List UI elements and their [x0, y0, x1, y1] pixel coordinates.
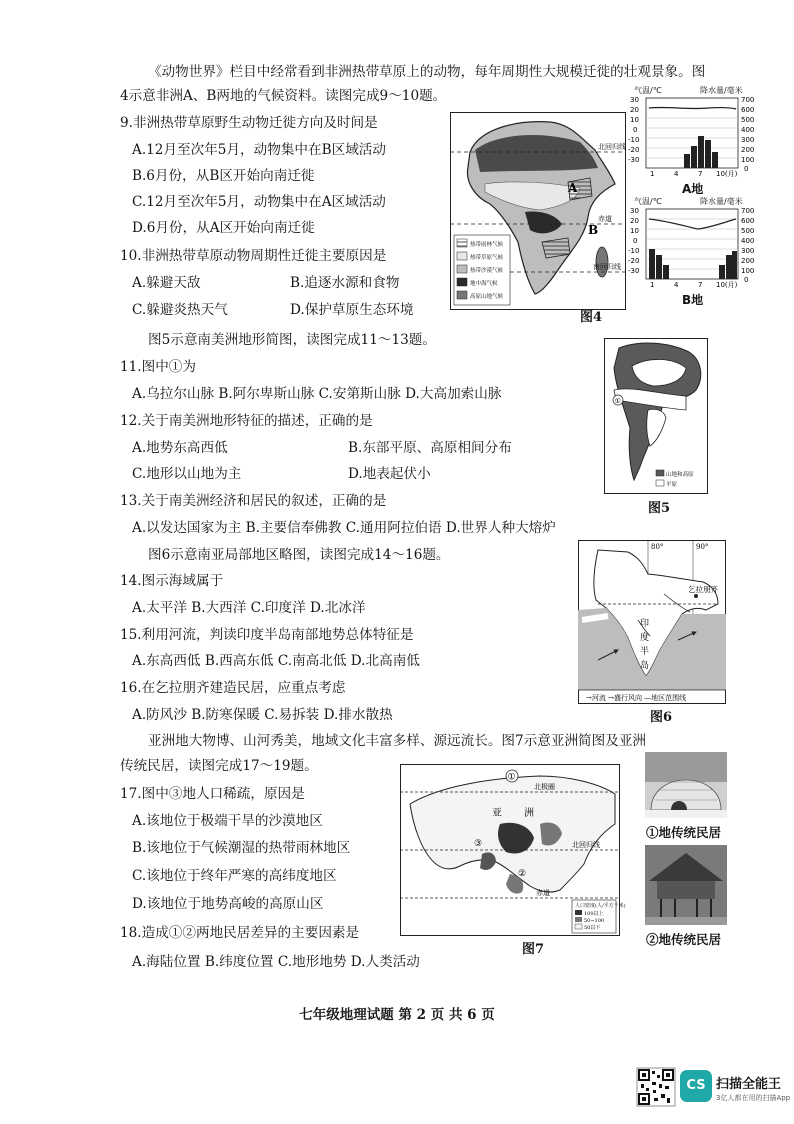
fig7-arctic: 北极圈	[534, 783, 555, 791]
fig4-legend-4: 地中海气候	[470, 281, 498, 287]
svg-text:600: 600	[741, 217, 755, 225]
intro-text-1b: 4示意非洲A、B两地的气候资料。读图完成9～10题。	[120, 88, 447, 104]
q12-option-a: A.地势东高西低	[132, 440, 228, 456]
clim-a-temp-curve	[649, 107, 736, 109]
svg-text:20: 20	[630, 217, 639, 225]
q17-stem: 17.图中③地人口稀疏，原因是	[120, 786, 305, 802]
photo2-caption: ②地传统民居	[646, 932, 722, 947]
q10-stem: 10.非洲热带草原动物周期性迁徙主要原因是	[120, 248, 387, 264]
intro-text-4: 亚洲地大物博、山河秀美，地域文化丰富多样、源远流长。图7示意亚洲简图及亚洲	[148, 733, 647, 749]
fig7-legend	[572, 900, 626, 933]
scanner-sub: 3亿人都在用的扫描App	[716, 1094, 791, 1102]
q9-option-b: B.6月份，从B区开始向南迁徙	[132, 168, 315, 184]
svg-text:4: 4	[674, 170, 679, 178]
asia-dense-3	[480, 852, 496, 870]
fig4-legend-2: 热带草原气候	[470, 255, 504, 261]
label-a: A	[568, 181, 578, 195]
fig4-legend-5: 高原山地气候	[470, 294, 504, 300]
q17-option-b: B.该地位于气候潮湿的热带雨林地区	[132, 840, 351, 856]
q16-stem: 16.在乞拉朋齐建造民居，应重点考虑	[120, 680, 346, 696]
svg-text:-10: -10	[628, 136, 640, 144]
q11-options: A.乌拉尔山脉 B.阿尔卑斯山脉 C.安第斯山脉 D.大高加索山脉	[132, 386, 502, 402]
clim-b-bars	[649, 249, 737, 279]
q18-stem: 18.造成①②两地民居差异的主要因素是	[120, 925, 360, 941]
qr-code-icon	[637, 1068, 675, 1106]
svg-text:600: 600	[741, 106, 755, 114]
fig7-legend-1: 100以上	[584, 911, 604, 917]
svg-text:200: 200	[741, 257, 755, 265]
q10-option-b: B.追逐水源和食物	[290, 275, 400, 291]
svg-text:-10: -10	[628, 247, 640, 255]
photo1-caption: ①地传统民居	[646, 825, 722, 840]
fig6-legend: →河流 →盛行风向 —地区范围线	[586, 694, 687, 702]
svg-text:7: 7	[698, 281, 703, 289]
region-b-hatch	[542, 238, 570, 258]
q15-options: A.东高西低 B.西高东低 C.南高北低 D.北高南低	[132, 653, 420, 669]
fig4-legend-3: 热带沙漠气候	[470, 268, 504, 274]
fig6-lon-1: 80°	[651, 543, 664, 551]
fig5-legend-1: 山地和高原	[666, 472, 694, 478]
fig7-zhou: 洲	[524, 808, 534, 819]
sa-marker-1: ①	[614, 397, 621, 405]
q9-stem: 9.非洲热带草原野生动物迁徙方向及时间是	[120, 115, 378, 131]
svg-text:0: 0	[633, 237, 638, 245]
fig5-caption: 图5	[648, 501, 671, 516]
q10-option-d: D.保护草原生态环境	[290, 302, 414, 318]
q17-option-d: D.该地位于地势高峻的高原山区	[132, 896, 324, 912]
svg-text:-30: -30	[628, 267, 640, 275]
fig7-ya: 亚	[492, 808, 502, 819]
svg-text:400: 400	[741, 237, 755, 245]
q10-option-a: A.躲避天敌	[132, 275, 201, 291]
svg-text:30: 30	[630, 207, 639, 215]
fig6-caption: 图6	[650, 710, 673, 725]
q16-options: A.防风沙 B.防寒保暖 C.易拆装 D.排水散热	[132, 707, 393, 723]
intro-text-3: 图6示意南亚局部地区略图，读图完成14～16题。	[148, 547, 450, 563]
intro-text-4b: 传统民居，读图完成17～19题。	[120, 758, 318, 774]
q12-option-b: B.东部平原、高原相间分布	[348, 440, 512, 456]
q17-option-a: A.该地位于极端干旱的沙漠地区	[132, 813, 323, 829]
clim-a-temp-label: 气温/℃	[634, 86, 662, 95]
clim-a-bars	[684, 136, 718, 168]
svg-text:20: 20	[630, 106, 639, 114]
intro-text-1: 《动物世界》栏目中经常看到非洲热带草原上的动物，每年周期性大规模迁徙的壮观景象。图	[148, 64, 706, 80]
clim-b-name: B地	[682, 293, 704, 307]
svg-text:10(月): 10(月)	[716, 281, 738, 289]
fig7-equator: 赤道	[536, 889, 550, 897]
q13-stem: 13.关于南美洲经济和居民的叙述，正确的是	[120, 493, 387, 509]
q17-option-c: C.该地位于终年严寒的高纬度地区	[132, 868, 337, 884]
clim-b-temp-label: 气温/℃	[634, 197, 662, 206]
svg-text:10: 10	[630, 227, 639, 235]
svg-text:500: 500	[741, 116, 755, 124]
label-b: B	[588, 223, 599, 237]
svg-text:1: 1	[650, 281, 655, 289]
equator-label: 赤道	[598, 215, 612, 223]
climate-chart-b	[628, 207, 768, 289]
svg-text:0: 0	[744, 165, 749, 173]
tropic-north-label: 北回归线	[598, 143, 626, 151]
q14-options: A.太平洋 B.大西洋 C.印度洋 D.北冰洋	[132, 600, 366, 616]
photo-stilt-house	[645, 845, 727, 925]
q18-options: A.海陆位置 B.纬度位置 C.地形地势 D.人类活动	[132, 954, 420, 970]
clim-b-precip-label: 降水量/毫米	[700, 197, 743, 206]
q10-option-c: C.躲避炎热天气	[132, 302, 228, 318]
fig5-legend	[656, 470, 694, 488]
fig6-pen-1: 印	[640, 619, 650, 629]
q9-option-a: A.12月至次年5月，动物集中在B区域活动	[132, 142, 386, 158]
svg-text:300: 300	[741, 136, 755, 144]
fig4-legend-1: 热带雨林气候	[470, 242, 504, 248]
svg-text:400: 400	[741, 126, 755, 134]
south-america-map	[604, 338, 708, 494]
svg-text:10: 10	[630, 116, 639, 124]
clim-a-precip-label: 降水量/毫米	[700, 86, 743, 95]
svg-text:0: 0	[744, 276, 749, 284]
q12-option-d: D.地表起伏小	[348, 466, 431, 482]
fig4-caption: 图4	[580, 310, 603, 325]
fig7-marker-3: ③	[474, 839, 483, 849]
svg-text:1: 1	[650, 170, 655, 178]
svg-text:500: 500	[741, 227, 755, 235]
madagascar	[596, 247, 608, 277]
fig4-legend	[454, 235, 510, 305]
fig7-tropic: 北回归线	[572, 841, 600, 849]
svg-text:10(月): 10(月)	[716, 170, 738, 178]
svg-text:100: 100	[741, 267, 755, 275]
fig7-caption: 图7	[522, 942, 545, 957]
fig5-legend-2: 平原	[666, 482, 678, 488]
asia-map	[400, 764, 626, 936]
fig6-lon-2: 90°	[696, 543, 709, 551]
svg-text:100: 100	[741, 156, 755, 164]
fig6-pen-3: 半	[640, 647, 650, 657]
sa-plain-south	[647, 409, 666, 446]
q9-option-c: C.12月至次年5月，动物集中在A区域活动	[132, 194, 386, 210]
fig7-legend-title: 人口密度(人/平方千米)	[575, 903, 626, 909]
fig7-marker-1: ①	[507, 772, 516, 783]
svg-text:300: 300	[741, 247, 755, 255]
fig6-city: 乞拉朋齐	[688, 585, 718, 594]
q12-stem: 12.关于南美洲地形特征的描述，正确的是	[120, 413, 373, 429]
page-footer: 七年级地理试题 第 2 页 共 6 页	[299, 1007, 495, 1023]
svg-text:200: 200	[741, 146, 755, 154]
svg-text:7: 7	[698, 170, 703, 178]
svg-text:4: 4	[674, 281, 679, 289]
svg-text:700: 700	[741, 207, 755, 215]
scanner-name: 扫描全能王	[716, 1077, 782, 1092]
tropic-south-label: 南回归线	[593, 263, 621, 271]
q15-stem: 15.利用河流，判读印度半岛南部地势总体特征是	[120, 627, 414, 643]
svg-text:-30: -30	[628, 156, 640, 164]
africa-map	[450, 112, 626, 310]
q11-stem: 11.图中①为	[120, 359, 196, 375]
camscanner-logo-icon: CS	[680, 1070, 712, 1102]
svg-text:30: 30	[630, 96, 639, 104]
svg-text:0: 0	[633, 126, 638, 134]
fig6-pen-2: 度	[640, 633, 650, 643]
fig7-legend-2: 50~100	[584, 918, 605, 924]
q14-stem: 14.图示海域属于	[120, 573, 224, 589]
fig7-legend-3: 50以下	[584, 925, 601, 931]
svg-text:700: 700	[741, 96, 755, 104]
climate-chart-a	[628, 96, 768, 178]
q13-options: A.以发达国家为主 B.主要信奉佛教 C.通用阿拉伯语 D.世界人种大熔炉	[132, 520, 556, 536]
south-asia-map	[578, 540, 726, 704]
q9-option-d: D.6月份，从A区开始向南迁徙	[132, 220, 315, 236]
clim-b-temp-curve	[649, 219, 736, 229]
q12-option-c: C.地形以山地为主	[132, 466, 242, 482]
clim-a-name: A地	[682, 182, 704, 196]
photo-igloo	[645, 752, 727, 818]
svg-text:-20: -20	[628, 146, 640, 154]
fig7-marker-2: ②	[518, 869, 527, 879]
intro-text-2: 图5示意南美洲地形简图，读图完成11～13题。	[148, 332, 436, 348]
fig6-pen-4: 岛	[640, 661, 650, 671]
svg-text:-20: -20	[628, 257, 640, 265]
